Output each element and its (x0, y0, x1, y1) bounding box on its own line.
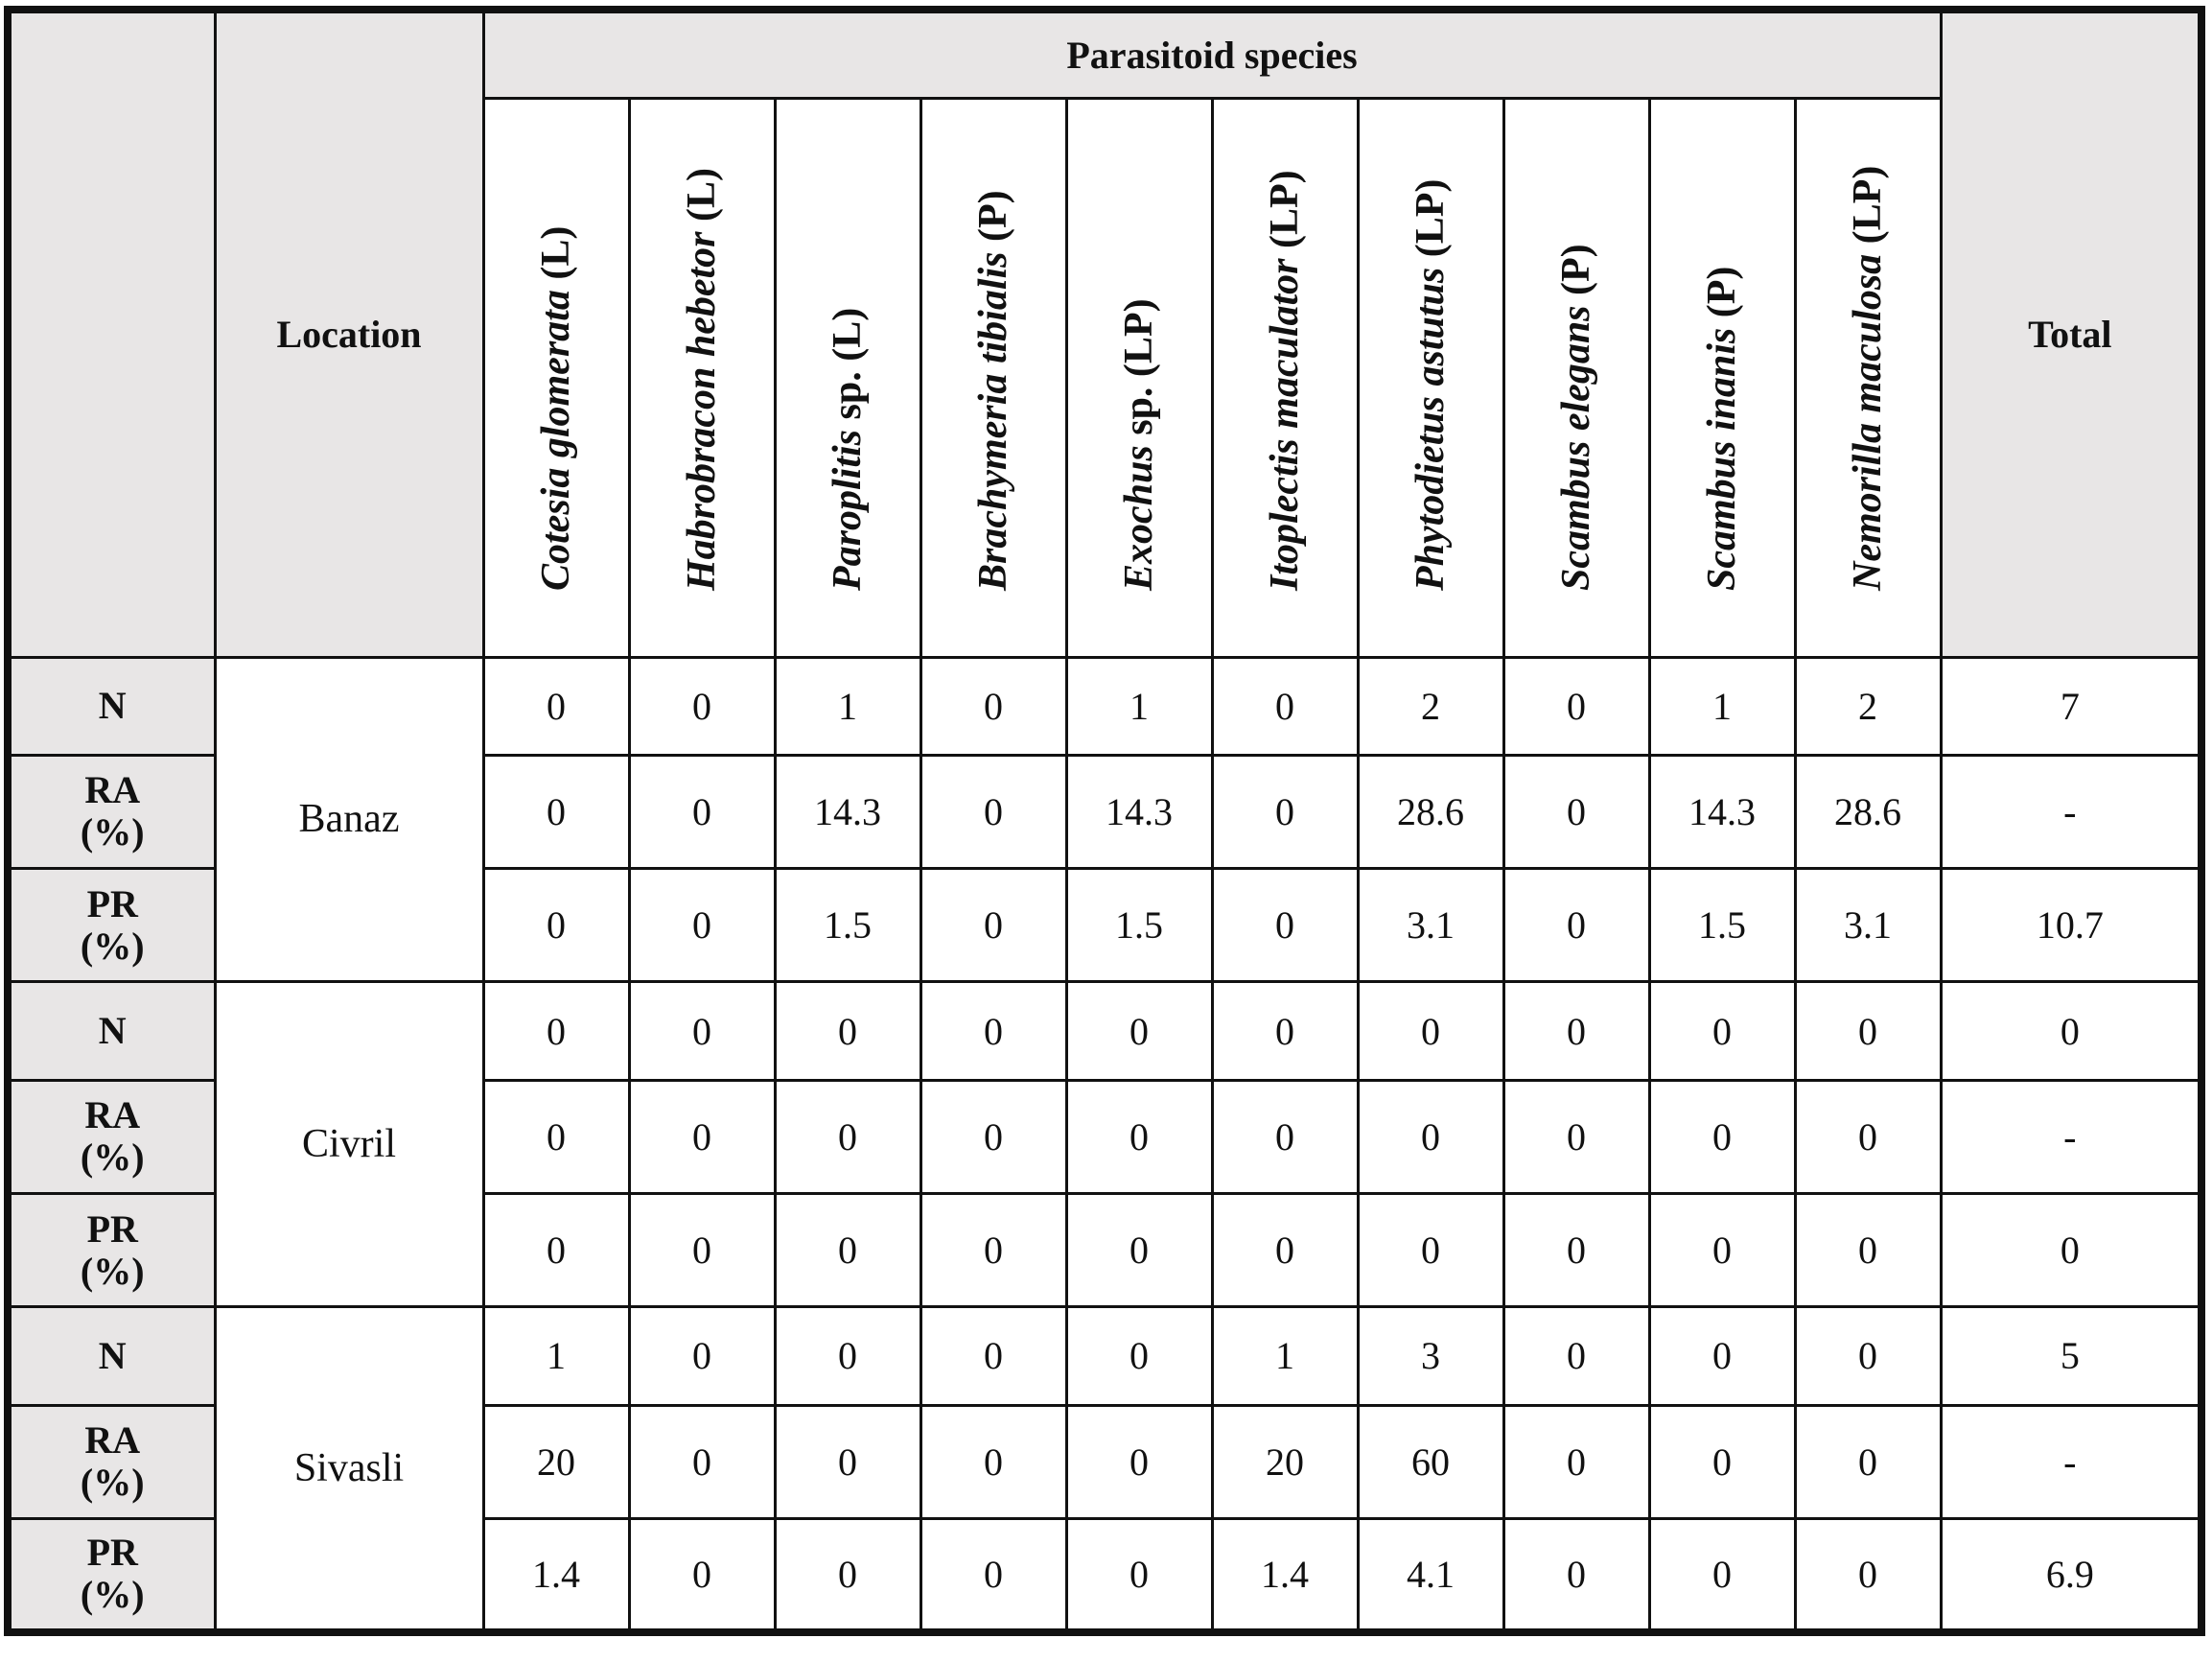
species-label (1116, 298, 1162, 591)
parameter-label: (%) (80, 1573, 145, 1617)
value-cell: 0 (629, 755, 775, 868)
parameter-label: PR (86, 1531, 138, 1575)
value-cell: 14.3 (775, 755, 920, 868)
species-name: Habrobracon hebetor (680, 230, 724, 591)
total-cell: - (1941, 755, 2201, 868)
table-row (8, 1307, 2201, 1405)
parameter-cell (8, 1405, 215, 1518)
species-header-4 (920, 98, 1066, 657)
parameter-label: (%) (80, 1461, 145, 1505)
value-cell: 0 (920, 1518, 1066, 1632)
value-cell: 0 (483, 755, 629, 868)
value-cell: 1 (1212, 1307, 1358, 1405)
value-cell: 0 (1066, 1405, 1212, 1518)
value-cell: 3 (1358, 1307, 1503, 1405)
value-cell: 0 (1503, 1194, 1649, 1307)
species-stage: sp. (L) (826, 307, 870, 430)
species-name: Scambus inanis (1700, 327, 1744, 591)
value-cell: 0 (1795, 1080, 1941, 1193)
species-name: Brachymeria tibialis (971, 250, 1015, 591)
parameter-label: N (98, 1009, 127, 1053)
parameter-label: (%) (80, 1249, 145, 1293)
value-cell: 1 (1066, 657, 1212, 755)
value-cell: 0 (1066, 1307, 1212, 1405)
value-cell: 20 (1212, 1405, 1358, 1518)
location-cell: Sivasli (215, 1307, 483, 1632)
total-cell: 0 (1941, 982, 2201, 1080)
value-cell: 0 (629, 982, 775, 1080)
value-cell: 0 (1212, 657, 1358, 755)
value-cell: 0 (920, 657, 1066, 755)
value-cell: 0 (629, 657, 775, 755)
value-cell: 20 (483, 1405, 629, 1518)
value-cell: 0 (1503, 1518, 1649, 1632)
value-cell: 0 (1212, 982, 1358, 1080)
total-cell: 0 (1941, 1194, 2201, 1307)
parameter-cell (8, 755, 215, 868)
value-cell: 2 (1358, 657, 1503, 755)
total-cell: 7 (1941, 657, 2201, 755)
value-cell: 0 (629, 1307, 775, 1405)
value-cell: 0 (1358, 1080, 1503, 1193)
value-cell: 0 (920, 1194, 1066, 1307)
value-cell: 28.6 (1795, 755, 1941, 868)
value-cell: 0 (1503, 657, 1649, 755)
value-cell: 0 (1212, 1194, 1358, 1307)
value-cell: 0 (1212, 755, 1358, 868)
total-cell: 5 (1941, 1307, 2201, 1405)
species-stage: (L) (534, 225, 578, 290)
parameter-cell (8, 869, 215, 982)
value-cell: 0 (920, 982, 1066, 1080)
species-header-3 (775, 98, 920, 657)
location-cell: Civril (215, 982, 483, 1307)
value-cell: 0 (1649, 982, 1795, 1080)
species-name: Exochus (1117, 444, 1161, 591)
value-cell: 14.3 (1649, 755, 1795, 868)
species-name: Nemorilla maculosa (1846, 253, 1891, 591)
value-cell: 0 (629, 1518, 775, 1632)
total-cell: 10.7 (1941, 869, 2201, 982)
value-cell: 0 (1503, 869, 1649, 982)
parameter-label: (%) (80, 924, 145, 968)
species-header-8 (1503, 98, 1649, 657)
parameter-cell (8, 1080, 215, 1193)
parameter-cell (8, 1518, 215, 1632)
value-cell: 28.6 (1358, 755, 1503, 868)
parameter-label: RA (84, 1093, 141, 1137)
value-cell: 0 (1795, 1307, 1941, 1405)
value-cell: 1.4 (483, 1518, 629, 1632)
species-stage: (P) (1700, 266, 1744, 328)
species-stage: (L) (680, 167, 724, 231)
value-cell: 0 (1503, 1405, 1649, 1518)
value-cell: 0 (1649, 1194, 1795, 1307)
parameter-cell (8, 982, 215, 1080)
species-stage: (LP) (1846, 165, 1891, 254)
value-cell: 1 (775, 657, 920, 755)
value-cell: 0 (1795, 1194, 1941, 1307)
value-cell: 0 (1066, 1194, 1212, 1307)
value-cell: 0 (1649, 1307, 1795, 1405)
parameter-cell (8, 1307, 215, 1405)
parameter-label: RA (84, 768, 141, 812)
value-cell: 0 (629, 1405, 775, 1518)
value-cell: 0 (1503, 755, 1649, 868)
table-row (8, 657, 2201, 755)
value-cell: 0 (1649, 1518, 1795, 1632)
value-cell: 0 (775, 1518, 920, 1632)
value-cell: 1.5 (775, 869, 920, 982)
species-label (1699, 266, 1745, 590)
corner-header-cell (8, 10, 215, 657)
value-cell: 0 (1503, 1307, 1649, 1405)
total-cell: - (1941, 1405, 2201, 1518)
value-cell: 0 (1358, 1194, 1503, 1307)
value-cell: 0 (1795, 982, 1941, 1080)
value-cell: 0 (775, 1194, 920, 1307)
value-cell: 0 (1795, 1518, 1941, 1632)
species-header-1 (483, 98, 629, 657)
parasitoid-table (4, 6, 2205, 1636)
value-cell: 0 (920, 1405, 1066, 1518)
species-label (1845, 165, 1891, 590)
parameter-label: (%) (80, 1135, 145, 1180)
value-cell: 0 (1503, 982, 1649, 1080)
total-cell: - (1941, 1080, 2201, 1193)
value-cell: 0 (629, 1080, 775, 1193)
parameter-label: (%) (80, 810, 145, 854)
value-cell: 14.3 (1066, 755, 1212, 868)
value-cell: 0 (1066, 1080, 1212, 1193)
value-cell: 0 (483, 869, 629, 982)
value-cell: 1.5 (1649, 869, 1795, 982)
value-cell: 0 (629, 1194, 775, 1307)
parameter-label: RA (84, 1418, 141, 1463)
species-header-2 (629, 98, 775, 657)
value-cell: 0 (920, 1307, 1066, 1405)
value-cell: 0 (775, 982, 920, 1080)
value-cell: 4.1 (1358, 1518, 1503, 1632)
species-label (1262, 170, 1308, 591)
species-header-6 (1212, 98, 1358, 657)
value-cell: 0 (1358, 982, 1503, 1080)
total-header: Total (1941, 10, 2201, 657)
value-cell: 0 (775, 1307, 920, 1405)
species-name: Itoplectis maculator (1263, 258, 1307, 591)
parameter-label: N (98, 1333, 127, 1377)
value-cell: 0 (1212, 869, 1358, 982)
species-label (533, 225, 579, 590)
species-stage: (P) (971, 189, 1015, 251)
parameter-cell (8, 1194, 215, 1307)
value-cell: 3.1 (1795, 869, 1941, 982)
species-label (825, 307, 871, 590)
value-cell: 1 (483, 1307, 629, 1405)
value-cell: 1 (1649, 657, 1795, 755)
location-header: Location (215, 10, 483, 657)
species-name: Cotesia glomerata (534, 289, 578, 591)
species-name: Paroplitis (826, 429, 870, 591)
parasitoid-species-header: Parasitoid species (483, 10, 1941, 98)
total-cell: 6.9 (1941, 1518, 2201, 1632)
species-header-7 (1358, 98, 1503, 657)
species-name: Phytodietus astutus (1409, 267, 1453, 591)
value-cell: 0 (483, 657, 629, 755)
parameter-label: N (98, 684, 127, 728)
table-row (8, 982, 2201, 1080)
parameter-cell (8, 657, 215, 755)
value-cell: 1.5 (1066, 869, 1212, 982)
value-cell: 0 (1649, 1080, 1795, 1193)
species-label (1553, 244, 1599, 591)
value-cell: 0 (483, 1194, 629, 1307)
value-cell: 0 (920, 869, 1066, 982)
value-cell: 60 (1358, 1405, 1503, 1518)
value-cell: 0 (1212, 1080, 1358, 1193)
species-header-10 (1795, 98, 1941, 657)
value-cell: 1.4 (1212, 1518, 1358, 1632)
species-label (970, 190, 1016, 591)
value-cell: 0 (1503, 1080, 1649, 1193)
value-cell: 0 (483, 1080, 629, 1193)
species-stage: (LP) (1263, 169, 1307, 258)
species-stage: sp. (LP) (1117, 297, 1161, 445)
species-label (679, 167, 725, 590)
value-cell: 0 (1066, 1518, 1212, 1632)
value-cell: 0 (920, 755, 1066, 868)
value-cell: 2 (1795, 657, 1941, 755)
value-cell: 0 (629, 869, 775, 982)
parameter-label: PR (86, 1206, 138, 1251)
species-stage: (P) (1554, 243, 1598, 305)
species-header-9 (1649, 98, 1795, 657)
species-name: Scambus elegans (1554, 304, 1598, 591)
value-cell: 0 (483, 982, 629, 1080)
value-cell: 0 (775, 1405, 920, 1518)
value-cell: 3.1 (1358, 869, 1503, 982)
species-stage: (LP) (1409, 178, 1453, 268)
species-label (1408, 178, 1454, 590)
species-header-5 (1066, 98, 1212, 657)
location-cell: Banaz (215, 657, 483, 982)
parameter-label: PR (86, 881, 138, 925)
value-cell: 0 (1795, 1405, 1941, 1518)
value-cell: 0 (1066, 982, 1212, 1080)
value-cell: 0 (1649, 1405, 1795, 1518)
value-cell: 0 (920, 1080, 1066, 1193)
value-cell: 0 (775, 1080, 920, 1193)
